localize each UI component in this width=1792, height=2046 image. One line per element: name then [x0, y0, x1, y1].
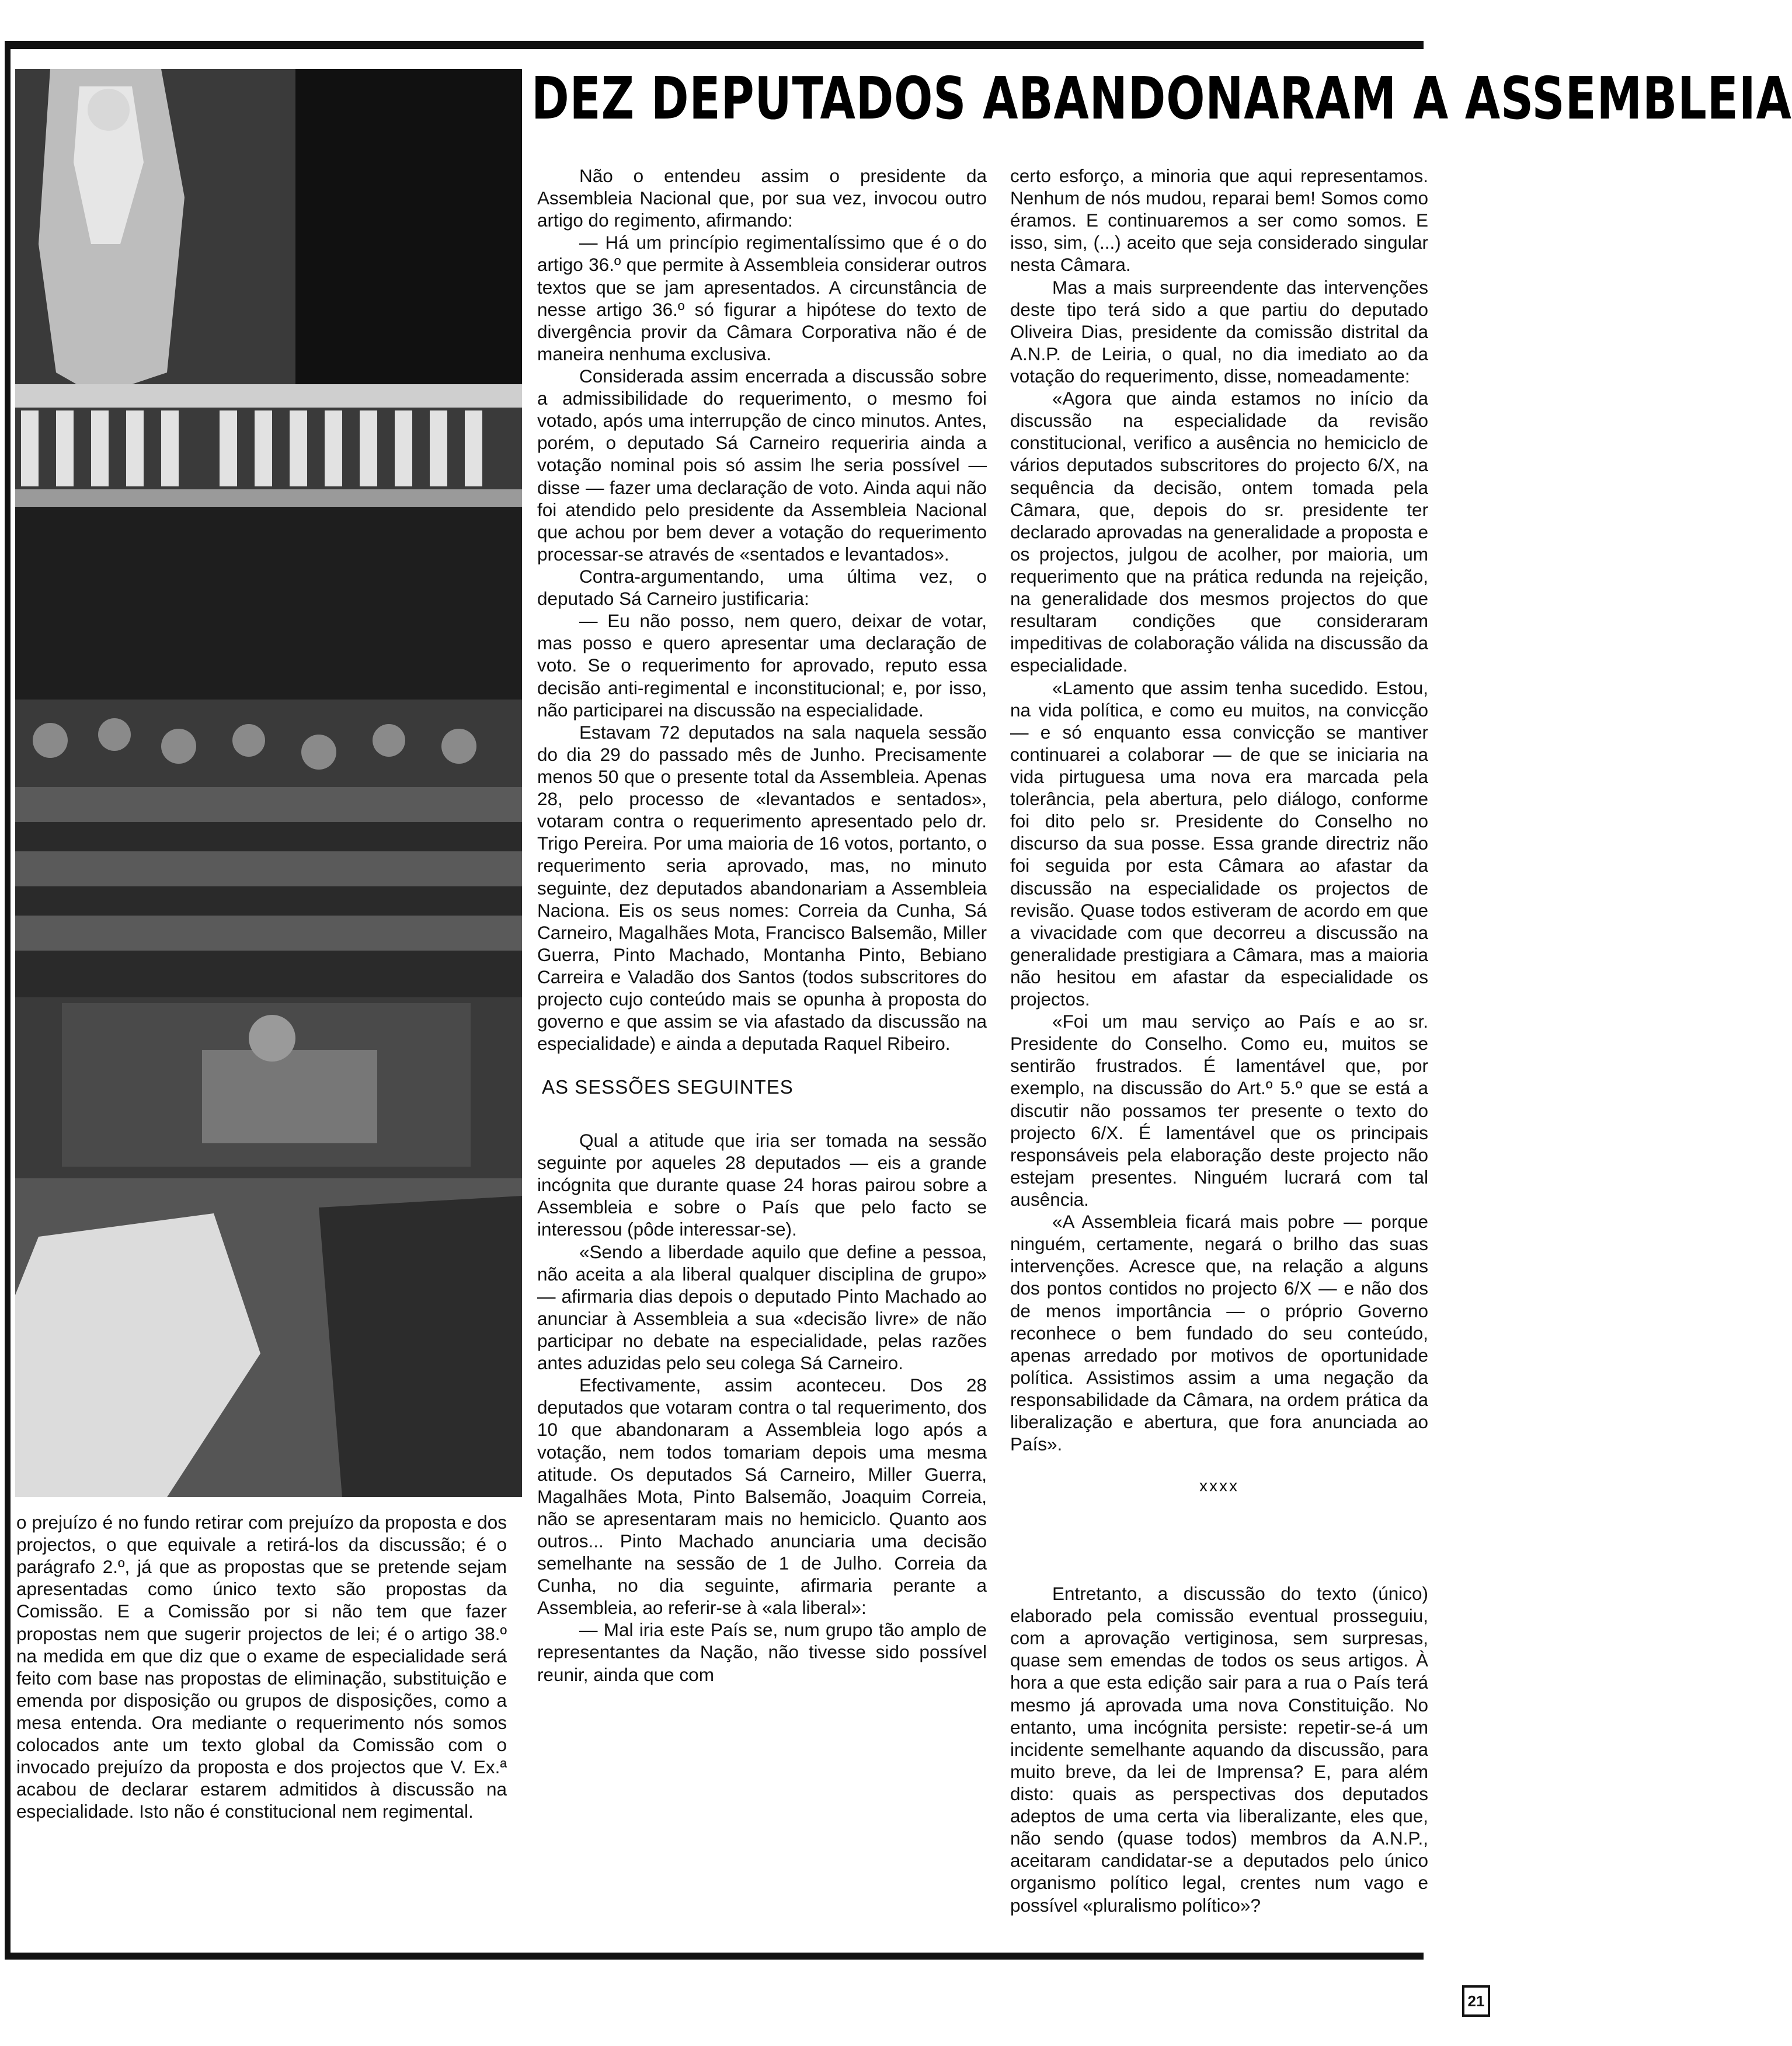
- paragraph: o prejuízo é no fundo retirar com prejuízo da proposta e dos projectos, o que equivale a retirá-los da discussão; é o parágrafo 2.º, já que as propostas que se pretende sejam apresentadas como único texto são propostas da Comissão. E a Comissão por si não tem que fazer propostas nem que sugerir projectos de lei; é o artigo 38.º na medida em que diz que o exame de especialidade será feito com base nas propostas de eliminação, substituição e emenda por disposição ou grupos de disposições, como a mesa entenda. Ora mediante o requerimento nós somos colocados ante um texto global da Comissão com o invocado prejuízo da proposta e dos projectos que V. Ex.ª acabou de declarar estarem admitidos à discussão na especialidade. Isto não é constitucional nem regimental.: [16, 1512, 507, 1822]
- paragraph: «Sendo a liberdade aquilo que define a pessoa, não aceita a ala liberal qualquer disciplina de grupo» — afirmaria dias depois o deputado Pinto Machado ao anunciar à Assembleia a sua «decisão livre» de não participar no debate na especialidade, pelas razões antes aduzidas pelo seu colega Sá Carneiro.: [537, 1241, 987, 1374]
- paragraph: Não o entendeu assim o presidente da Assembleia Nacional que, por sua vez, invocou outro artigo do regimento, afirmando:: [537, 165, 987, 231]
- page-number: 21: [1462, 1985, 1490, 2017]
- paragraph: Mas a mais surpreendente das intervenções deste tipo terá sido a que partiu do deputado Oliveira Dias, presidente da comissão distrital da A.N.P. de Leiria, o qual, no dia imediato ao da votação do requerimento, disse, nomeadamente:: [1010, 276, 1428, 387]
- article-column-2-end: [1010, 1582, 1428, 1916]
- article-column-1: [537, 165, 987, 1686]
- paragraph: Qual a atitude que iria ser tomada na sessão seguinte por aqueles 28 deputados — eis a grande incógnita que durante quase 24 horas pairou sobre a Assembleia e sobre o País que pelo facto se interessou (pôde interessar-se).: [537, 1129, 987, 1240]
- top-rule: [5, 41, 1424, 49]
- paragraph: Efectivamente, assim aconteceu. Dos 28 deputados que votaram contra o tal requerimento, dos 10 que abandonaram a Assembleia logo após a votação, nem todos tomariam depois uma mesma atitude. Os deputados Sá Carneiro, Miller Guerra, Magalhães Mota, Pinto Balsemão, Joaquim Correia, não se apresentaram mais no hemiciclo. Quanto aos outros... Pinto Machado anunciaria uma decisão semelhante na sessão de 1 de Julho. Correia da Cunha, no dia seguinte, afirmaria perante a Assembleia, ao referir-se à «ala liberal»:: [537, 1375, 987, 1619]
- bottom-rule: [5, 1953, 1424, 1960]
- paragraph: «Lamento que assim tenha sucedido. Estou, na vida política, e como eu muitos, na convicção — e só enquanto essa convicção se mantiver continuarei a colaborar — de que se iniciaria na vida pirtuguesa uma nova era marcada pela tolerância, pela abertura, pelo diálogo, conforme foi dito pelo sr. Presidente do Conselho no discurso da sua posse. Essa grande directriz não foi seguida por esta Câmara ao afastar da discussão na especialidade os projectos de revisão. Quase todos estiveram de acordo em que a vivacidade com que decorreu a discussão na generalidade prestigiara a Câmara, mas a maioria não hesitou em afastar da especialidade os projectos.: [1010, 677, 1428, 1010]
- paragraph: certo esforço, a minoria que aqui representamos. Nenhum de nós mudou, reparai bem! Somos como éramos. E continuaremos a ser como somos. E isso, sim, (...) aceito que seja considerado singular nesta Câmara.: [1010, 165, 1428, 276]
- parliament-photo: [15, 69, 522, 1497]
- paragraph: «A Assembleia ficará mais pobre — porque ninguém, certamente, negará o brilho das suas intervenções. Acresce que, na relação a alguns dos pontos contidos no projecto 6/X — e não dos de menos importância — o próprio Governo reconhece o bem fundado do seu conteúdo, apenas arredado por motivos de oportunidade política. Assistimos assim a uma negação da responsabilidade da Câmara, na ordem prática da liberalização e abertura, que fora anunciada ao País».: [1010, 1211, 1428, 1455]
- paragraph: — Há um princípio regimentalíssimo que é o do artigo 36.º que permite à Assembleia considerar outros textos que se jam apresentados. A circunstância de nesse artigo 36.º só figurar a hipótese do texto de divergência provir da Câmara Corporativa não é de maneira nenhuma exclusiva.: [537, 232, 987, 364]
- section-separator: xxxx: [1199, 1477, 1239, 1495]
- section-subhead: AS SESSÕES SEGUINTES: [542, 1076, 794, 1098]
- paragraph: «Agora que ainda estamos no início da discussão na especialidade da revisão constitucional, verifico a ausência no hemiciclo de vários deputados subscritores do projecto 6/X, na sequência da decisão, ontem tomada pela Câmara, que, depois do sr. presidente ter declarado aprovadas na generalidade a proposta e os projectos, julgou de acolher, por maioria, um requerimento que na prática redunda na rejeição, na generalidade dos mesmos projectos do que resultaram condições que consideraram impeditivas de colaboração válida na discussão da especialidade.: [1010, 388, 1428, 676]
- paragraph: — Eu não posso, nem quero, deixar de votar, mas posso e quero apresentar uma declaração de voto. Se o requerimento for aprovado, reputo essa decisão anti-regimental e inconstitucional; e, por isso, não participarei na discussão na especialidade.: [537, 610, 987, 721]
- headline: DEZ DEPUTADOS ABANDONARAM A ASSEMBLEIA: [531, 64, 1792, 133]
- article-column-left: [16, 1511, 507, 1823]
- paragraph: Contra-argumentando, uma última vez, o deputado Sá Carneiro justificaria:: [537, 565, 987, 610]
- paragraph: Entretanto, a discussão do texto (único) elaborado pela comissão eventual prosseguiu, com a aprovação vertiginosa, sem surpresas, quase sem emendas de todos os seus artigos. À hora a que esta edição sair para a rua o País terá mesmo já aprovada uma nova Constituição. No entanto, uma incógnita persiste: repetir-se-á um incidente semelhante aquando da discussão, para muito breve, da lei de Imprensa? E, para além disto: quais as perspectivas dos deputados adeptos de uma certa via liberalizante, eles que, não sendo (quase todos) membros da A.N.P., aceitaram candidatar-se a deputados pelo único organismo político legal, crentes num vago e possível «pluralismo político»?: [1010, 1583, 1428, 1916]
- paragraph: — Mal iria este País se, num grupo tão amplo de representantes da Nação, não tivesse sido possível reunir, ainda que com: [537, 1619, 987, 1685]
- paragraph: Estavam 72 deputados na sala naquela sessão do dia 29 do passado mês de Junho. Precisamente menos 50 que o presente total da Assembleia. Apenas 28, pelo processo de «levantados e sentados», votaram contra o requerimento apresentado pelo dr. Trigo Pereira. Por uma maioria de 16 votos, portanto, o requerimento seria aprovado, mas, no minuto seguinte, dez deputados abandonariam a Assembleia Naciona. Eis os seus nomes: Correia da Cunha, Sá Carneiro, Magalhães Mota, Francisco Balsemão, Miller Guerra, Pinto Machado, Montanha Pinto, Bebiano Carreira e Valadão dos Santos (todos subscritores do projecto cujo conteúdo mais se opunha à proposta do governo e que assim se via afastado da discussão na especialidade) e ainda a deputada Raquel Ribeiro.: [537, 721, 987, 1055]
- left-rule: [5, 41, 11, 1956]
- article-column-2: [1010, 165, 1428, 1496]
- paragraph: Considerada assim encerrada a discussão sobre a admissibilidade do requerimento, o mesmo foi votado, após uma interrupção de cinco minutos. Antes, porém, o deputado Sá Carneiro requeriria ainda a votação nominal pois só assim lhe seria possível — disse — fazer uma declaração de voto. Ainda aqui não foi atendido pelo presidente da Assembleia Nacional que achou por bem dever a votação do requerimento processar-se através de «sentados e levantados».: [537, 365, 987, 565]
- paragraph: «Foi um mau serviço ao País e ao sr. Presidente do Conselho. Como eu, muitos se sentirão frustrados. É lamentável que, por exemplo, na discussão do Art.º 5.º que se está a discutir não possamos ter presente o texto do projecto 6/X. É lamentável que os principais responsáveis pela elaboração deste projecto não estejam presentes. Ninguém lucrará com tal ausência.: [1010, 1011, 1428, 1210]
